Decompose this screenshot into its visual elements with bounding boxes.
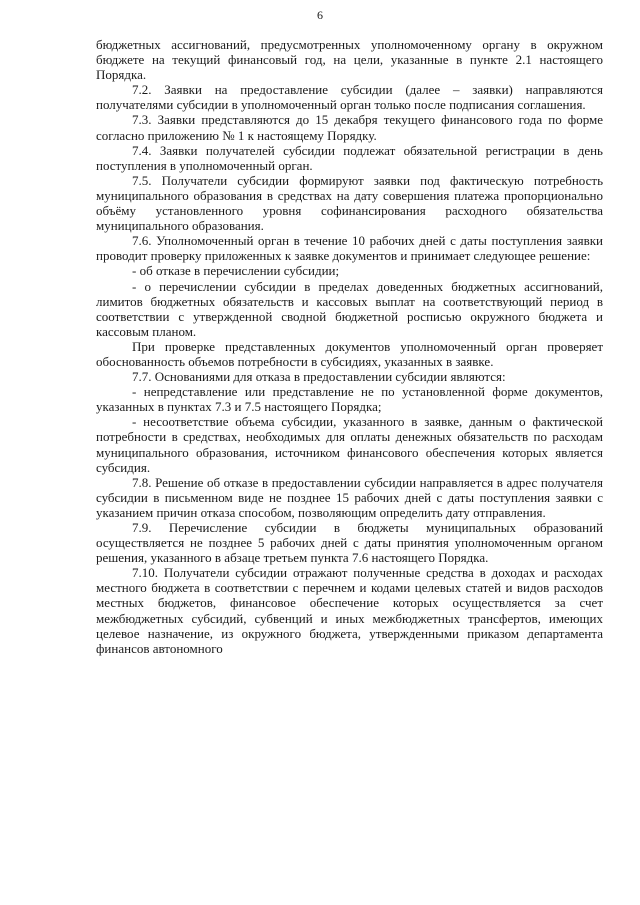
paragraph-7-7: 7.7. Основаниями для отказа в предоставлении субсидии являются:	[132, 369, 506, 385]
list-item-mismatch: - несоответствие объема субсидии, указанного в заявке, данным о фактической потребности в средствах, необходимых для оплаты денежных обязательств по расходам муниципального образования, источником финансового обеспечения которых является субсидия.	[96, 414, 603, 475]
paragraph-7-2: 7.2. Заявки на предоставление субсидии (далее – заявки) направляются получателями субсидии в уполномоченный орган только после подписания соглашения.	[96, 82, 603, 113]
paragraph-7-6: 7.6. Уполномоченный орган в течение 10 рабочих дней с даты поступления заявки проводит проверку приложенных к заявке документов и принимает следующее решение:	[96, 233, 603, 264]
paragraph-7-5: 7.5. Получатели субсидии формируют заявки под фактическую потребность муниципального образования в средствах на дату совершения платежа пропорционально объёму установленного уровня софинансирования расходного обязательства муниципального образования.	[96, 172, 603, 234]
paragraph-continuation: бюджетных ассигнований, предусмотренных уполномоченному органу в окружном бюджете на текущий финансовый год, на цели, указанные в пункте 2.1 настоящего Порядка.	[96, 37, 603, 83]
document-body	[96, 37, 603, 656]
page-number: 6	[317, 8, 323, 22]
paragraph-7-4: 7.4. Заявки получателей субсидии подлежат обязательной регистрации в день поступления в уполномоченный орган.	[96, 142, 603, 173]
list-item-refusal: - об отказе в перечислении субсидии;	[132, 263, 340, 279]
paragraph-7-8: 7.8. Решение об отказе в предоставлении субсидии направляется в адрес получателя субсидии в письменном виде не позднее 15 рабочих дней с даты поступления заявки с указанием причин отказа способом, позволяющим определить дату отправления.	[96, 474, 603, 520]
paragraph-7-3: 7.3. Заявки представляются до 15 декабря текущего финансового года по форме согласно приложению № 1 к настоящему Порядку.	[96, 112, 603, 143]
paragraph-7-10: 7.10. Получатели субсидии отражают полученные средства в доходах и расходах местного бюджета в соответствии с перечнем и кодами целевых статей и видов расходов местных бюджетов, финансовое обеспечение которых осуществляется за счет межбюджетных субсидий, субвенций и иных межбюджетных трансфертов, имеющих целевое назначение, из окружного бюджета, утвержденными приказом департамента финансов автономного	[96, 565, 603, 656]
paragraph-7-9: 7.9. Перечисление субсидии в бюджеты муниципальных образований осуществляется не позднее 5 рабочих дней с даты принятия уполномоченным органом решения, указанного в абзаце третьем пункта 7.6 настоящего Порядка.	[96, 520, 603, 566]
list-item-transfer: - о перечислении субсидии в пределах доведенных бюджетных ассигнований, лимитов бюджетных обязательств и кассовых выплат на соответствующий период в соответствии с утвержденной сводной бюджетной росписью окружного бюджета и кассовым планом.	[96, 278, 603, 339]
list-item-nonsubmission: - непредставление или представление не по установленной форме документов, указанных в пунктах 7.3 и 7.5 настоящего Порядка;	[96, 384, 603, 415]
paragraph-verification: При проверке представленных документов уполномоченный орган проверяет обоснованность объемов потребности в субсидиях, указанных в заявке.	[96, 338, 603, 369]
